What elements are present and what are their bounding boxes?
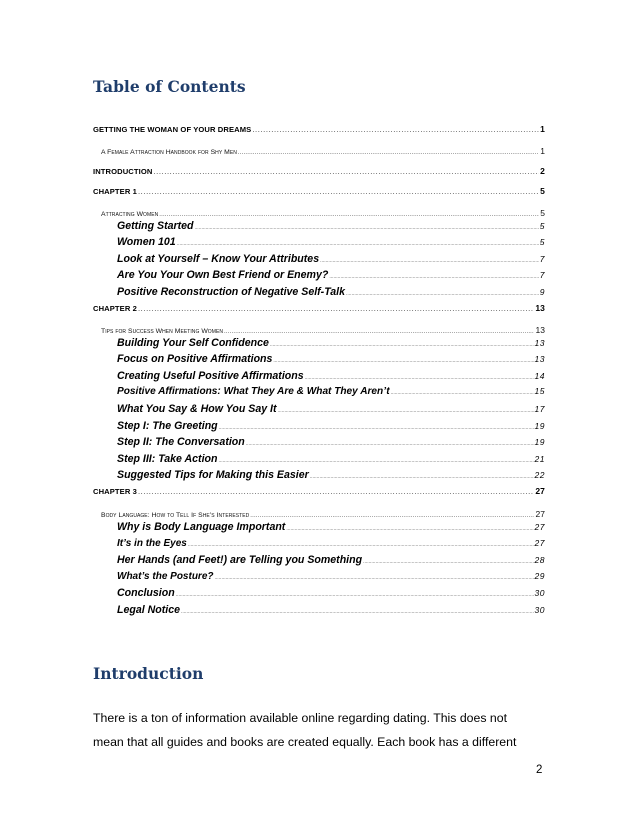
toc-leader-dots	[159, 212, 539, 218]
toc-entry[interactable]	[93, 604, 545, 616]
toc-entry[interactable]	[93, 386, 545, 397]
toc-entry-title: What You Say & How You Say It	[117, 403, 277, 415]
toc-entry-title: Attracting Women	[101, 211, 159, 218]
toc-leader-dots	[310, 474, 534, 480]
toc-entry[interactable]	[93, 469, 545, 481]
toc-leader-dots	[270, 342, 534, 348]
toc-entry-page: 13	[534, 338, 545, 348]
toc-leader-dots	[224, 329, 534, 335]
toc-entry[interactable]	[93, 269, 545, 281]
toc-entry-page: 30	[534, 605, 545, 615]
toc-entry-title: CHAPTER 3	[93, 487, 137, 496]
toc-leader-dots	[346, 291, 539, 297]
toc-entry[interactable]	[93, 353, 545, 365]
toc-leader-dots	[176, 592, 534, 598]
toc-entry[interactable]	[93, 403, 545, 415]
toc-leader-dots	[138, 187, 539, 196]
toc-entry[interactable]	[93, 554, 545, 566]
toc-entry-title: Look at Yourself – Know Your Attributes	[117, 253, 320, 265]
toc-leader-dots	[195, 225, 539, 231]
paragraph-line: There is a ton of information available online regarding dating. This does not	[93, 711, 508, 725]
toc-entry-page: 2	[540, 166, 545, 176]
toc-entry-title: Step I: The Greeting	[117, 420, 218, 432]
toc-leader-dots	[219, 425, 534, 431]
toc-entry-page: 22	[534, 470, 545, 480]
toc-leader-dots	[391, 390, 534, 396]
toc-entry-title: Why is Body Language Important	[117, 521, 286, 533]
toc-entry-title: Conclusion	[117, 587, 175, 599]
toc-entry[interactable]	[93, 124, 545, 134]
toc-entry-title: CHAPTER 2	[93, 304, 137, 313]
toc-leader-dots	[138, 487, 534, 496]
toc-entry[interactable]	[93, 253, 545, 265]
toc-entry-page: 27	[535, 486, 545, 496]
toc-entry-page: 13	[535, 325, 545, 335]
toc-entry[interactable]	[93, 166, 545, 176]
toc-entry-page: 5	[540, 186, 545, 196]
page-number: 2	[536, 764, 543, 776]
toc-entry-title: Creating Useful Positive Affirmations	[117, 370, 304, 382]
toc-entry[interactable]	[93, 186, 545, 196]
toc-leader-dots	[305, 375, 534, 381]
toc-leader-dots	[238, 150, 539, 156]
toc-entry-page: 14	[534, 371, 545, 381]
toc-entry-title: Tips for Success When Meeting Women	[101, 328, 223, 335]
toc-entry-page: 19	[534, 437, 545, 447]
toc-entry-title: Are You Your Own Best Friend or Enemy?	[117, 269, 329, 281]
toc-entry-page: 7	[539, 270, 545, 280]
toc-entry-title: What’s the Posture?	[117, 571, 214, 582]
toc-leader-dots	[153, 167, 539, 176]
toc-entry-page: 5	[539, 237, 545, 247]
toc-entry-title: Suggested Tips for Making this Easier	[117, 469, 309, 481]
toc-entry[interactable]	[93, 370, 545, 382]
toc-entry-title: Positive Affirmations: What They Are & What They Aren’t	[117, 386, 390, 397]
toc-entry[interactable]	[93, 337, 545, 349]
toc-entry-title: Step III: Take Action	[117, 453, 218, 465]
toc-entry-title: Focus on Positive Affirmations	[117, 353, 273, 365]
toc-entry-page: 21	[534, 454, 545, 464]
toc-entry-page: 9	[539, 287, 545, 297]
toc-entry-page: 17	[534, 404, 545, 414]
toc-leader-dots	[246, 441, 534, 447]
toc-leader-dots	[278, 408, 534, 414]
toc-leader-dots	[273, 358, 533, 364]
toc-heading: Table of Contents	[93, 77, 246, 96]
toc-entry-title: Body Language: How to Tell If She’s Interested	[101, 512, 250, 519]
toc-entry-page: 28	[534, 555, 545, 565]
toc-entry-title: GETTING THE WOMAN OF YOUR DREAMS	[93, 125, 252, 134]
toc-leader-dots	[286, 526, 533, 532]
toc-entry-title: A Female Attraction Handbook for Shy Men	[101, 149, 237, 156]
toc-entry-page: 5	[540, 208, 545, 218]
toc-entry-page: 30	[534, 588, 545, 598]
toc-entry-page: 1	[540, 146, 545, 156]
toc-entry-page: 19	[534, 421, 545, 431]
toc-entry[interactable]	[93, 453, 545, 465]
toc-entry-page: 27	[535, 509, 545, 519]
toc-leader-dots	[177, 241, 539, 247]
toc-leader-dots	[215, 575, 534, 581]
toc-leader-dots	[138, 304, 534, 313]
toc-entry-page: 27	[534, 538, 545, 548]
toc-entry[interactable]	[93, 509, 545, 519]
toc-entry-title: Women 101	[117, 236, 176, 248]
toc-entry[interactable]	[93, 521, 545, 533]
toc-entry[interactable]	[93, 220, 545, 232]
toc-entry-title: Getting Started	[117, 220, 194, 232]
toc-entry[interactable]	[93, 208, 545, 218]
toc-entry[interactable]	[93, 486, 545, 496]
toc-entry[interactable]	[93, 571, 545, 582]
toc-entry-page: 13	[534, 354, 545, 364]
toc-leader-dots	[181, 609, 534, 615]
introduction-heading: Introduction	[93, 664, 204, 683]
toc-entry-page: 13	[535, 303, 545, 313]
toc-entry-title: CHAPTER 1	[93, 187, 137, 196]
toc-entry-title: Positive Reconstruction of Negative Self-Talk	[117, 286, 346, 298]
toc-entry-page: 27	[534, 522, 545, 532]
toc-entry-title: Legal Notice	[117, 604, 180, 616]
toc-entry[interactable]	[93, 587, 545, 599]
toc-entry[interactable]	[93, 325, 545, 335]
toc-entry-page: 7	[539, 254, 545, 264]
toc-entry[interactable]	[93, 286, 545, 298]
toc-entry-title: INTRODUCTION	[93, 167, 153, 176]
toc-leader-dots	[188, 542, 534, 548]
toc-entry-title: Building Your Self Confidence	[117, 337, 269, 349]
toc-entry[interactable]	[93, 236, 545, 248]
toc-entry-title: Step II: The Conversation	[117, 436, 245, 448]
toc-entry[interactable]	[93, 420, 545, 432]
toc-entry-title: Her Hands (and Feet!) are Telling you Something	[117, 554, 363, 566]
toc-leader-dots	[363, 559, 533, 565]
toc-leader-dots	[218, 458, 533, 464]
toc-entry-title: It’s in the Eyes	[117, 538, 187, 549]
toc-entry[interactable]	[93, 303, 545, 313]
toc-entry[interactable]	[93, 436, 545, 448]
toc-entry-page: 1	[540, 124, 545, 134]
toc-entry-page: 29	[534, 571, 545, 581]
toc-entry[interactable]	[93, 146, 545, 156]
introduction-paragraph	[93, 706, 553, 754]
toc-leader-dots	[320, 258, 539, 264]
toc-leader-dots	[329, 274, 538, 280]
paragraph-line: mean that all guides and books are created equally. Each book has a different	[93, 735, 517, 749]
toc-leader-dots	[250, 513, 534, 519]
toc-entry[interactable]	[93, 538, 545, 549]
toc-leader-dots	[252, 125, 539, 134]
toc-entry-page: 5	[539, 221, 545, 231]
toc-entry-page: 15	[534, 386, 545, 396]
